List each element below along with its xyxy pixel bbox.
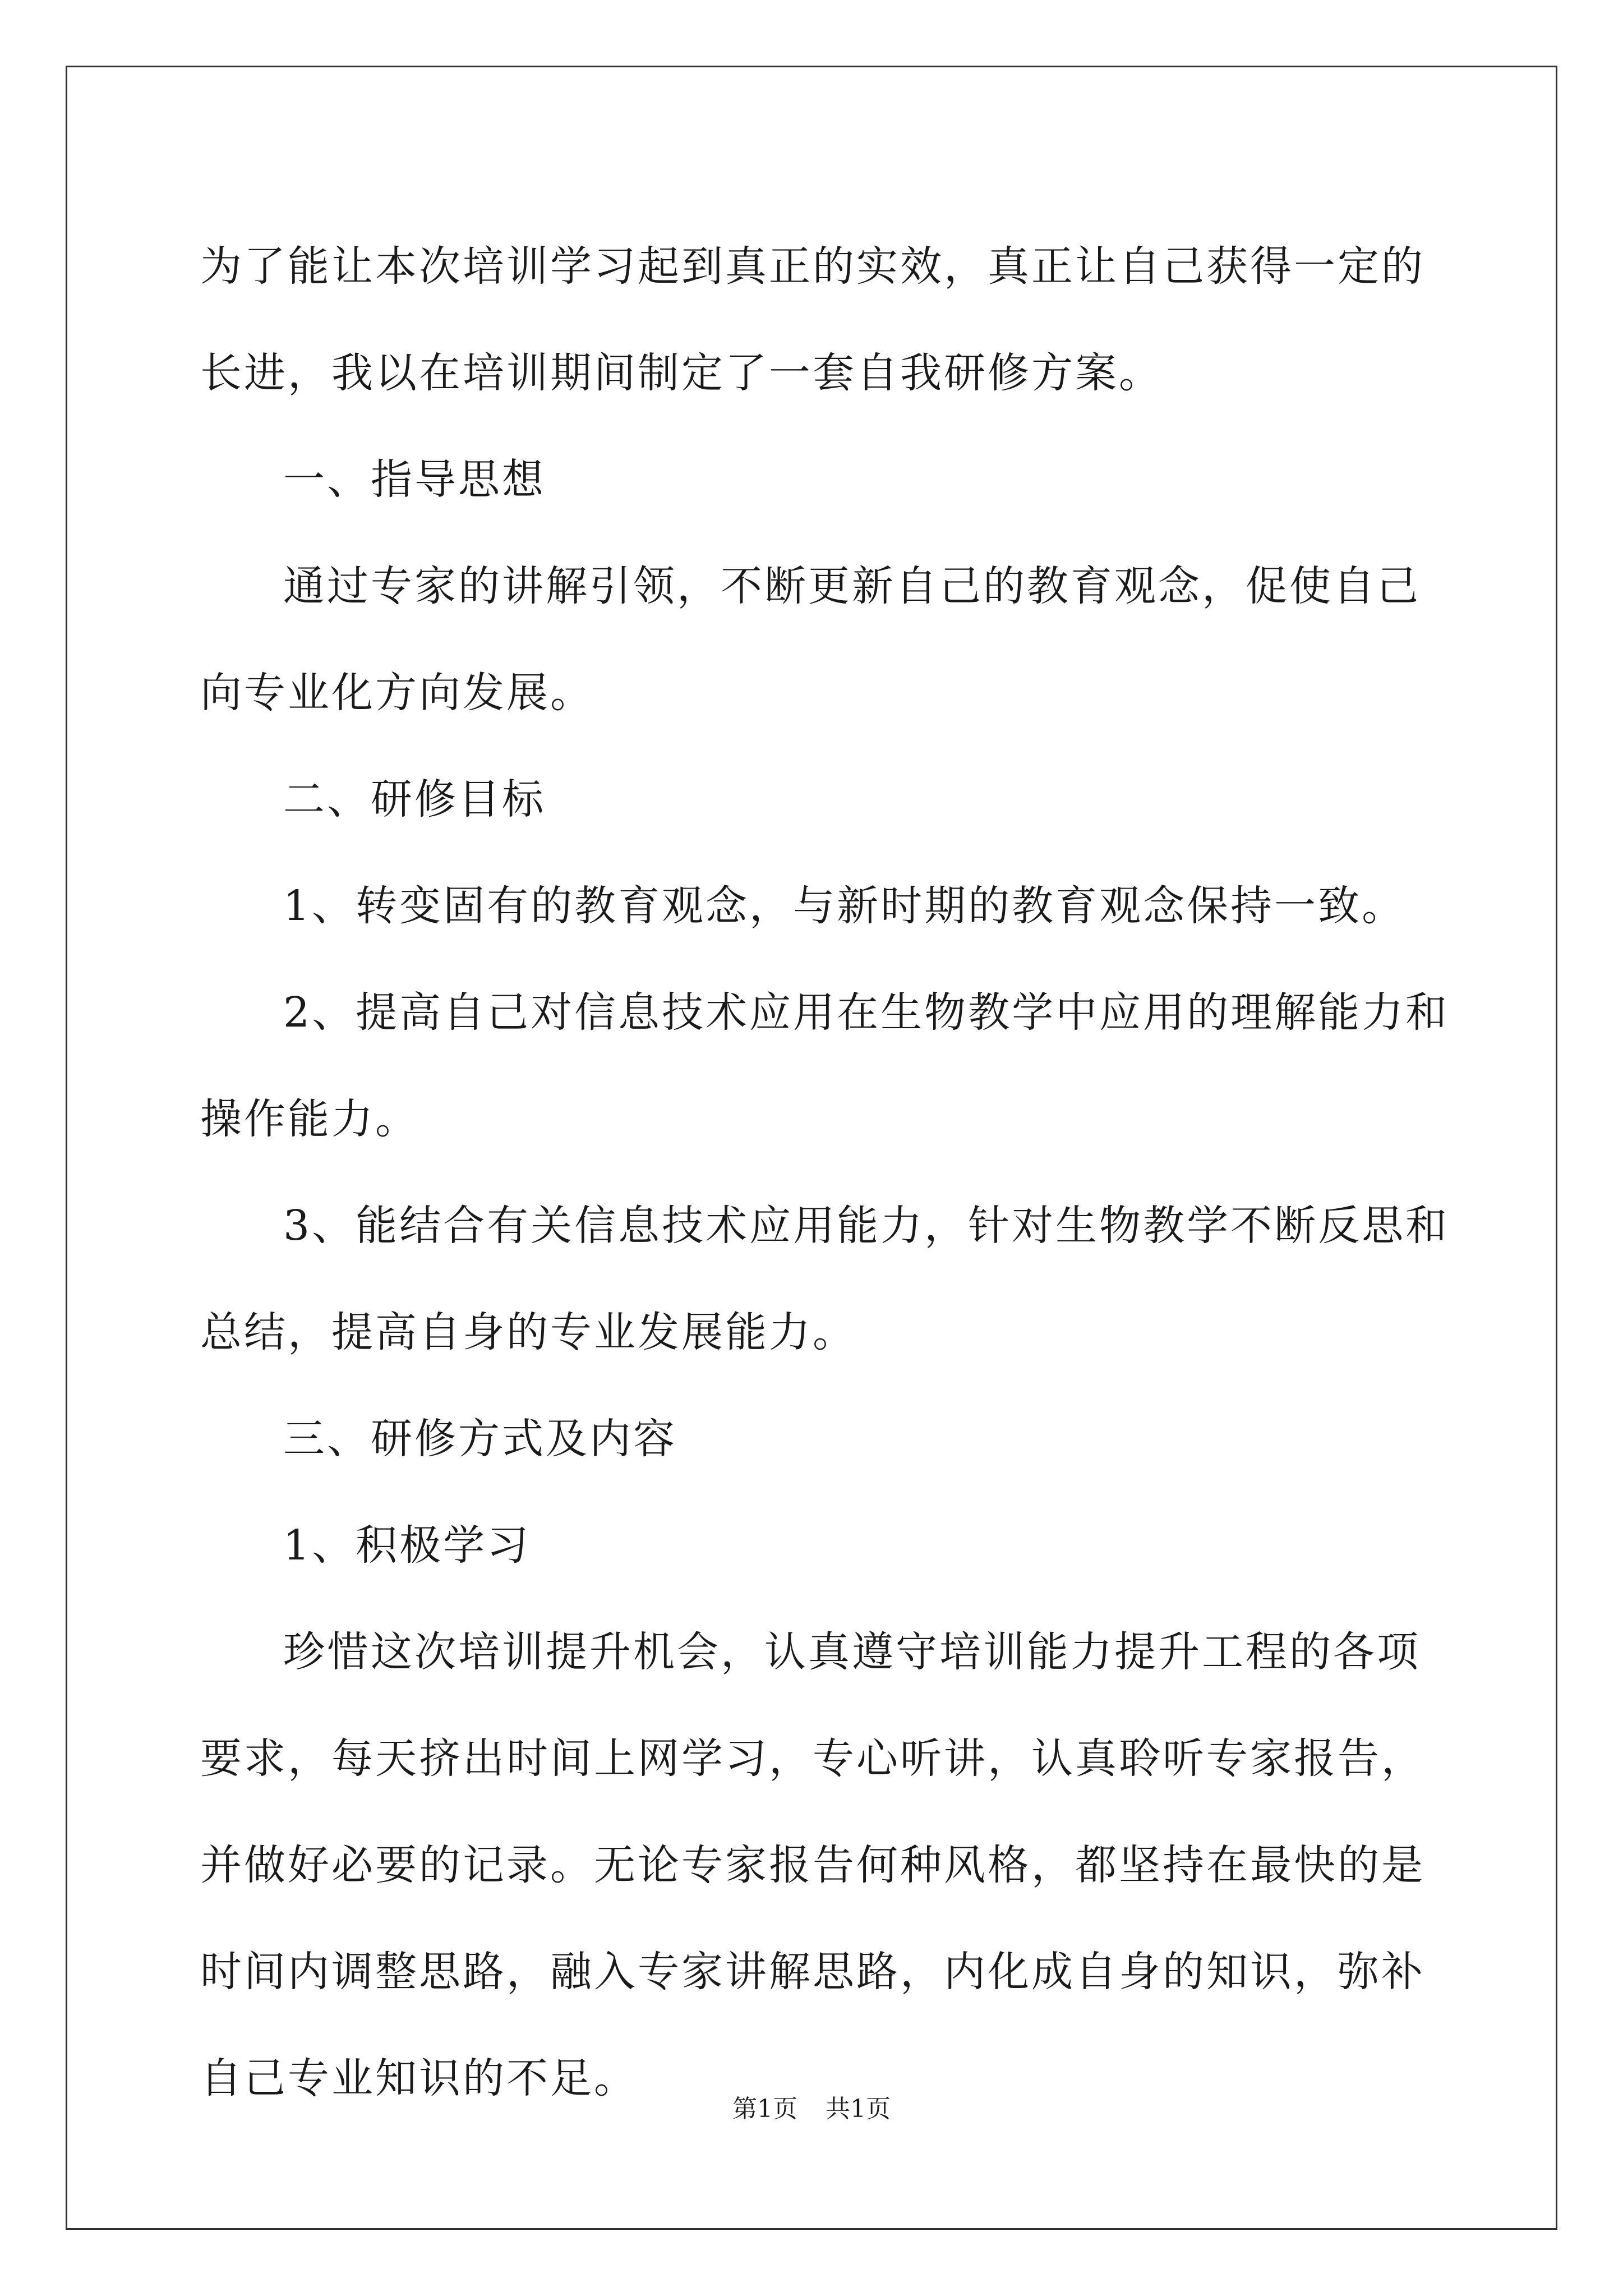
goal-item-2: 2、提高自己对信息技术应用在生物教学中应用的理解能力和操作能力。 [200,988,1450,1143]
page-number-current: 第1页 [732,2095,797,2123]
intro-paragraph: 为了能让本次培训学习起到真正的实效，真正让自己获得一定的长进，我以在培训期间制定了一套自我研修方案。 [200,242,1425,397]
method-paragraph-1: 珍惜这次培训提升机会，认真遵守培训能力提升工程的各项要求，每天挤出时间上网学习，专心听讲，认真聆听专家报告，并做好必要的记录。无论专家报告何种风格，都坚持在最快的是时间内调整思路，融入专家讲解思路，内化成自身的知识，弥补自己专业知识的不足。 [200,1628,1425,2102]
method-heading-1: 1、积极学习 [283,1521,531,1570]
page-footer [0,2092,1623,2126]
section-heading-goals: 二、研修目标 [283,775,546,823]
goal-item-3: 3、能结合有关信息技术应用能力，针对生物教学不断反思和总结，提高自身的专业发展能力。 [200,1202,1450,1356]
page-number-total: 共1页 [826,2095,891,2123]
guiding-idea-paragraph: 通过专家的讲解引领，不断更新自己的教育观念，促使自己向专业化方向发展。 [200,562,1421,717]
goal-item-1: 1、转变固有的教育观念，与新时期的教育观念保持一致。 [283,882,1406,930]
section-heading-methods: 三、研修方式及内容 [283,1415,677,1463]
section-heading-guiding-idea: 一、指导思想 [283,455,546,504]
document-body [200,213,1462,2132]
